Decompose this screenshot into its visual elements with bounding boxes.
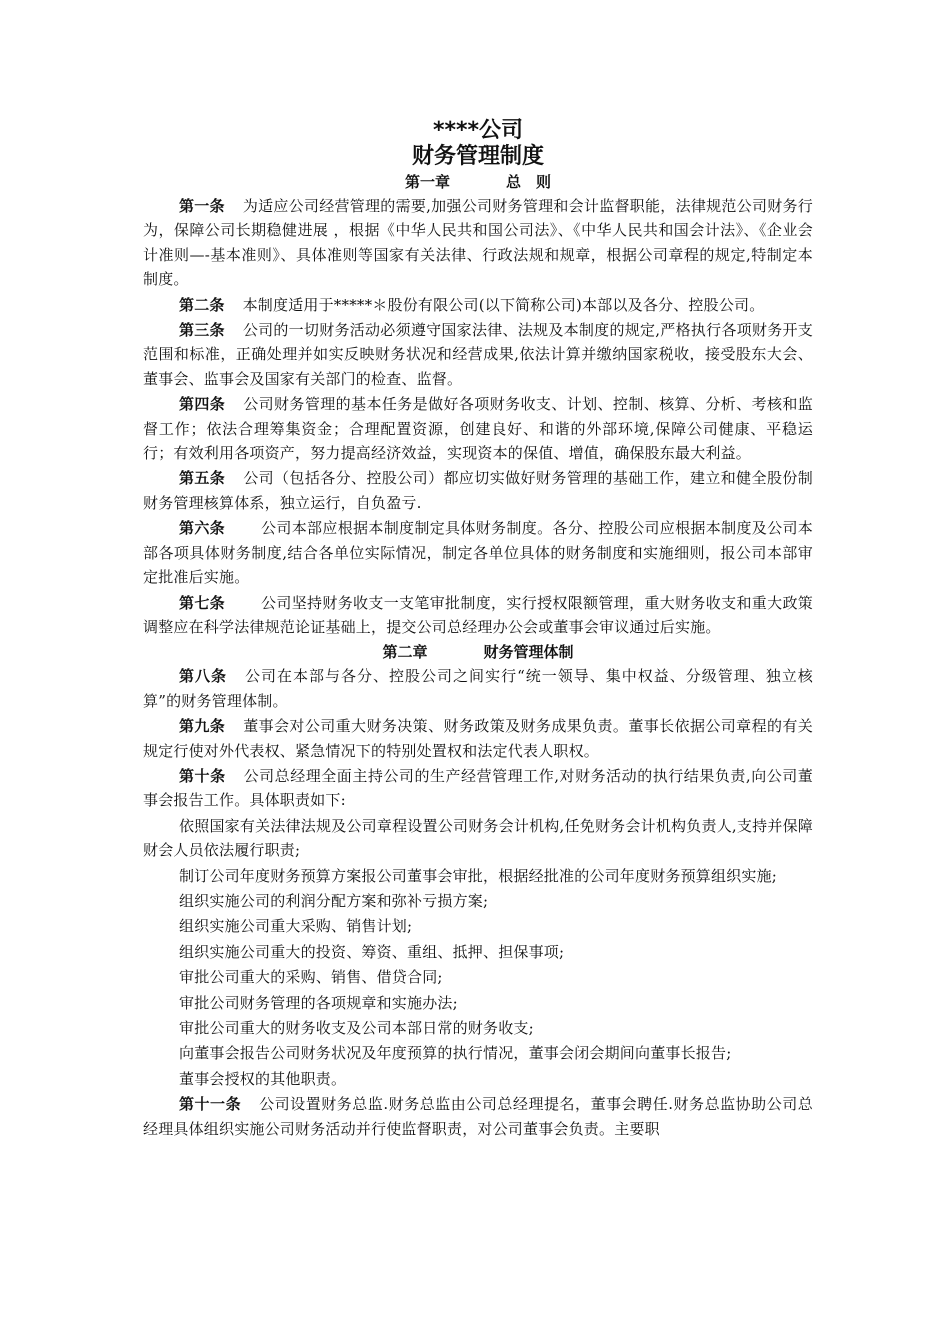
article-1: [143, 194, 813, 292]
company-title: ****公司: [432, 118, 524, 143]
article-9: [143, 714, 813, 763]
article-4: [143, 392, 813, 465]
article-label: 第七条: [179, 593, 226, 612]
article-text: 公司的一切财务活动必须遵守国家法律、法规及本制度的规定,严格执行各项财务开支范围和标准，正确处理并如实反映财务状况和经营成果,依法计算并缴纳国家税收，接受股东大会、董事会、监事会及国家有关部门的检查、监督。: [143, 321, 813, 388]
article-6: [143, 516, 813, 589]
chapter-number: 第二章: [382, 643, 428, 662]
document-body: [143, 118, 813, 1142]
chapter-number: 第一章: [404, 173, 450, 191]
article-text: 公司在本部与各分、控股公司之间实行“统一领导、集中权益、分级管理、独立核算”的财务管理体制。: [143, 667, 813, 710]
article-label: 第五条: [179, 469, 226, 488]
article-5: [143, 466, 813, 515]
article-text: 董事会对公司重大财务决策、财务政策及财务成果负责。董事长依据公司章程的有关规定行使对外代表权、紧急情况下的特别处置权和法定代表人职权。: [143, 717, 813, 760]
article-label: 第六条: [179, 519, 226, 538]
article-label: 第二条: [179, 295, 225, 314]
document-title: 财务管理制度: [411, 144, 544, 169]
article-label: 第八条: [179, 667, 228, 686]
article-text: 为适应公司经营管理的需要,加强公司财务管理和会计监督职能，法律规范公司财务行为，保障公司长期稳健进展 ，根据《中华人民共和国公司法》、《中华人民共和国会计法》、《企业会计准则—-基本准则》、具体准则等国家有关法律、行政法规和规章，根据公司章程的规定,特制定本制度。: [143, 197, 813, 289]
article-8: [143, 664, 813, 713]
duty-item: 组织实施公司重大的投资、筹资、重组、抵押、担保事项;: [179, 942, 565, 961]
article-text: 公司坚持财务收支一支笔审批制度，实行授权限额管理，重大财务收支和重大政策调整应在科学法律规范论证基础上，提交公司总经理办公会或董事会审议通过后实施。: [143, 593, 813, 636]
chapter-heading-2: [143, 640, 813, 664]
article-7: [143, 591, 813, 640]
duty-item: 向董事会报告公司财务状况及年度预算的执行情况，董事会闭会期间向董事长报告;: [179, 1044, 732, 1063]
duty-item: 审批公司财务管理的各项规章和实施办法;: [179, 993, 458, 1012]
duty-item: 审批公司重大的财务收支及公司本部日常的财务收支;: [179, 1019, 534, 1037]
duty-item: 审批公司重大的采购、销售、借贷合同;: [179, 968, 443, 987]
article-11: [143, 1092, 813, 1141]
article-label: 第四条: [179, 395, 226, 414]
duty-item: 董事会授权的其他职责。: [179, 1069, 347, 1088]
chapter-name: 总 则: [506, 173, 552, 191]
article-text: 公司财务管理的基本任务是做好各项财务收支、计划、控制、核算、分析、考核和监督工作；依法合理筹集资金；合理配置资源，创建良好、和谐的外部环境,保障公司健康、平稳运行；有效利用各项资产，努力提高经济效益，实现资本的保值、增值，确保股东最大利益。: [143, 395, 813, 463]
duty-item: 组织实施公司的利润分配方案和弥补亏损方案;: [179, 891, 489, 910]
article-text: 公司总经理全面主持公司的生产经营管理工作,对财务活动的执行结果负责,向公司董事会报告工作。具体职责如下:: [143, 766, 814, 810]
article-label: 第九条: [179, 717, 226, 736]
chapter-heading-1: [143, 170, 813, 194]
article-label: 第十一条: [179, 1095, 242, 1114]
duty-item: 制订公司年度财务预算方案报公司董事会审批，根据经批准的公司年度财务预算组织实施;: [179, 866, 778, 885]
article-text: 公司本部应根据本制度制定具体财务制度。各分、控股公司应根据本制度及公司本部各项具体财务制度,结合各单位实际情况，制定各单位具体的财务制度和实施细则，报公司本部审定批准后实施。: [143, 519, 813, 587]
article-text: 公司（包括各分、控股公司）都应切实做好财务管理的基础工作，建立和健全股份制财务管理核算体系，独立运行，自负盈亏.: [143, 469, 813, 512]
article-label: 第十条: [179, 766, 226, 785]
article-10: [143, 764, 813, 813]
article-2: [143, 293, 813, 317]
article-text: 本制度适用于*****＊股份有限公司(以下简称公司)本部以及各分、控股公司。: [242, 295, 765, 314]
article-label: 第一条: [179, 197, 225, 215]
duty-item: 依照国家有关法律法规及公司章程设置公司财务会计机构,任免财务会计机构负责人,支持并保障财会人员依法履行职责;: [143, 816, 813, 860]
article-3: [143, 318, 813, 391]
article-label: 第三条: [179, 321, 225, 340]
article-text: 公司设置财务总监.财务总监由公司总经理提名，董事会聘任.财务总监协助公司总经理具体组织实施公司财务活动并行使监督职责，对公司董事会负责。主要职: [143, 1095, 813, 1138]
chapter-name: 财务管理体制: [483, 643, 574, 662]
duty-item: 组织实施公司重大采购、销售计划;: [179, 917, 413, 936]
